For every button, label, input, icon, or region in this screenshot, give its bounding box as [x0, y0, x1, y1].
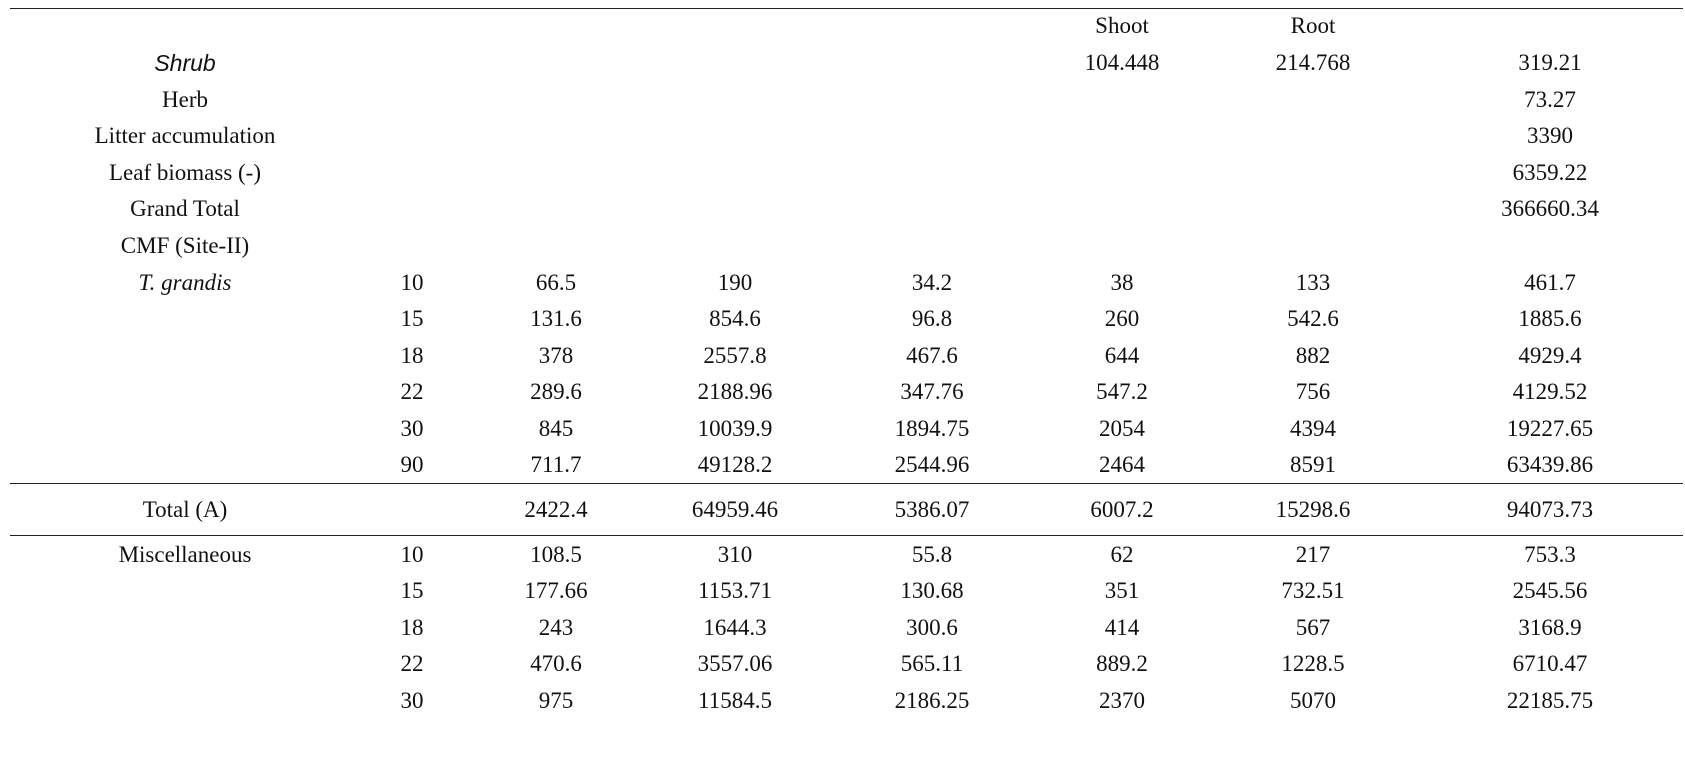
cell-value: 845 — [538, 416, 574, 441]
cell-root: 5070 — [1290, 688, 1336, 713]
cell-total: 319.21 — [1518, 50, 1582, 75]
table-row — [0, 572, 1685, 610]
table-row — [0, 337, 1685, 375]
cell-root: 542.6 — [1287, 306, 1339, 331]
cell-total: 3168.9 — [1518, 615, 1582, 640]
table-row-leaf-biomass — [0, 154, 1685, 192]
cell-total: 73.27 — [1524, 87, 1576, 112]
cell-value: 565.11 — [900, 651, 964, 676]
cell-value: 310 — [717, 542, 753, 567]
cell-age: 22 — [400, 379, 424, 404]
cell-value: 96.8 — [911, 306, 953, 331]
cell-shoot: 644 — [1104, 343, 1140, 368]
header-root: Root — [1290, 13, 1336, 38]
cell-value: 2544.96 — [894, 452, 970, 477]
cell-age: 18 — [400, 343, 424, 368]
table-row — [0, 609, 1685, 647]
species-label: Miscellaneous — [118, 542, 252, 567]
table-row-total-a — [0, 491, 1685, 529]
cell-value: 2188.96 — [697, 379, 773, 404]
table-row — [0, 645, 1685, 683]
cell-value: 49128.2 — [697, 452, 773, 477]
table-row-herb — [0, 81, 1685, 119]
cell-value: 975 — [538, 688, 574, 713]
cell-shoot: 547.2 — [1096, 379, 1148, 404]
cell-age: 22 — [400, 651, 424, 676]
cell-total: 1885.6 — [1518, 306, 1582, 331]
cell-total: 6359.22 — [1512, 160, 1588, 185]
cell-root: 217 — [1295, 542, 1331, 567]
cell-total: 22185.75 — [1506, 688, 1594, 713]
cell-value: 66.5 — [535, 270, 577, 295]
cell-total: 63439.86 — [1506, 452, 1594, 477]
cell-total: 94073.73 — [1506, 497, 1594, 522]
cell-total: 19227.65 — [1506, 416, 1594, 441]
table-row — [0, 446, 1685, 484]
cell-shoot: 6007.2 — [1090, 497, 1154, 522]
cell-value: 378 — [538, 343, 574, 368]
cell-root: 15298.6 — [1275, 497, 1351, 522]
cell-value: 470.6 — [530, 651, 582, 676]
cell-value: 10039.9 — [697, 416, 773, 441]
cell-shoot: 889.2 — [1096, 651, 1148, 676]
table-row — [0, 264, 1685, 302]
row-label: Leaf biomass (-) — [109, 160, 261, 185]
cell-value: 2422.4 — [524, 497, 588, 522]
cell-value: 467.6 — [906, 343, 958, 368]
table-row — [0, 536, 1685, 574]
cell-root: 882 — [1295, 343, 1331, 368]
cell-shoot: 414 — [1104, 615, 1140, 640]
cell-value: 108.5 — [530, 542, 582, 567]
cell-root: 8591 — [1290, 452, 1336, 477]
cell-value: 130.68 — [900, 578, 964, 603]
cell-age: 15 — [400, 306, 424, 331]
cell-value: 64959.46 — [691, 497, 779, 522]
cell-shoot: 2054 — [1099, 416, 1145, 441]
cell-value: 34.2 — [911, 270, 953, 295]
cell-shoot: 104.448 — [1084, 50, 1160, 75]
cell-root: 1228.5 — [1281, 651, 1345, 676]
subtotal-top-rule — [10, 483, 1683, 484]
cell-shoot: 38 — [1110, 270, 1134, 295]
row-label: CMF (Site-II) — [120, 233, 250, 258]
table-row-litter — [0, 117, 1685, 155]
table-row-site-heading — [0, 227, 1685, 265]
cell-total: 4129.52 — [1512, 379, 1588, 404]
cell-age: 18 — [400, 615, 424, 640]
cell-value: 2186.25 — [894, 688, 970, 713]
row-label: Total (A) — [142, 497, 228, 522]
cell-value: 11584.5 — [698, 688, 772, 713]
table-row — [0, 300, 1685, 338]
cell-age: 90 — [400, 452, 424, 477]
cell-age: 10 — [400, 270, 424, 295]
cell-value: 177.66 — [524, 578, 588, 603]
cell-root: 4394 — [1290, 416, 1336, 441]
cell-total: 4929.4 — [1518, 343, 1582, 368]
cell-value: 190 — [717, 270, 753, 295]
table-row — [0, 682, 1685, 720]
cell-shoot: 2370 — [1099, 688, 1145, 713]
cell-value: 854.6 — [709, 306, 761, 331]
row-label: Grand Total — [130, 196, 240, 221]
cell-value: 243 — [538, 615, 574, 640]
cell-total: 6710.47 — [1512, 651, 1588, 676]
row-label: Litter accumulation — [94, 123, 276, 148]
cell-age: 15 — [400, 578, 424, 603]
cell-age: 10 — [400, 542, 424, 567]
header-row — [0, 7, 1685, 45]
cell-value: 711.7 — [530, 452, 582, 477]
cell-root: 756 — [1295, 379, 1331, 404]
cell-value: 131.6 — [530, 306, 582, 331]
cell-shoot: 351 — [1104, 578, 1140, 603]
row-label: Herb — [162, 87, 208, 112]
cell-value: 1894.75 — [894, 416, 970, 441]
cell-value: 55.8 — [911, 542, 953, 567]
cell-total: 461.7 — [1524, 270, 1576, 295]
cell-value: 289.6 — [530, 379, 582, 404]
cell-age: 30 — [400, 416, 424, 441]
cell-total: 2545.56 — [1512, 578, 1588, 603]
table-row-shrub — [0, 44, 1685, 82]
cell-value: 1644.3 — [703, 615, 767, 640]
cell-total: 366660.34 — [1501, 196, 1599, 221]
cell-total: 753.3 — [1524, 542, 1576, 567]
cell-value: 5386.07 — [894, 497, 970, 522]
table-row — [0, 410, 1685, 448]
cell-root: 567 — [1295, 615, 1331, 640]
cell-value: 1153.71 — [698, 578, 772, 603]
table-row-grand-total — [0, 190, 1685, 228]
cell-root: 732.51 — [1281, 578, 1345, 603]
row-label: Shrub — [154, 50, 216, 76]
cell-value: 2557.8 — [703, 343, 767, 368]
cell-root: 133 — [1295, 270, 1331, 295]
cell-shoot: 62 — [1110, 542, 1134, 567]
cell-root: 214.768 — [1275, 50, 1351, 75]
table-row — [0, 373, 1685, 411]
cell-age: 30 — [400, 688, 424, 713]
cell-value: 347.76 — [900, 379, 964, 404]
header-shoot: Shoot — [1095, 13, 1149, 38]
cell-value: 300.6 — [906, 615, 958, 640]
cell-total: 3390 — [1527, 123, 1573, 148]
cell-shoot: 2464 — [1099, 452, 1145, 477]
cell-value: 3557.06 — [697, 651, 773, 676]
cell-shoot: 260 — [1104, 306, 1140, 331]
species-label: T. grandis — [138, 270, 232, 295]
